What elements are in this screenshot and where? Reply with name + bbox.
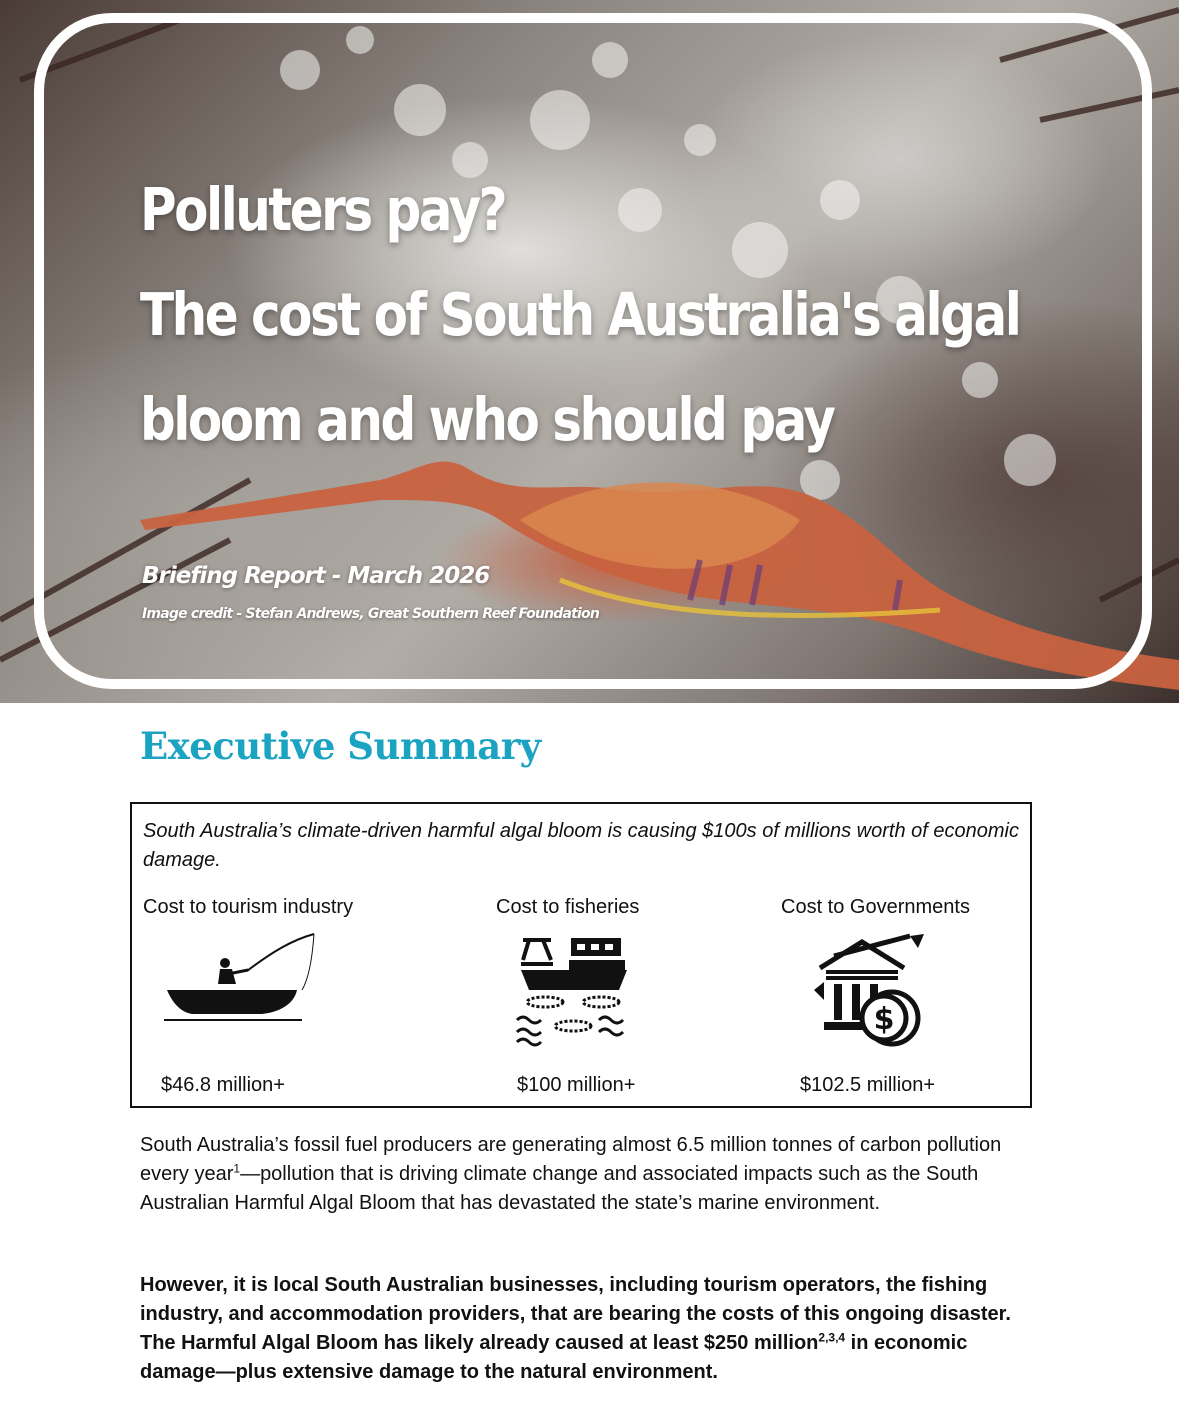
footnote-ref-1[interactable]: 1 xyxy=(233,1161,241,1176)
title-line-3: bloom and who should pay xyxy=(140,385,834,455)
cost-label-fisheries: Cost to fisheries xyxy=(496,896,640,918)
image-credit: Image credit - Stefan Andrews, Great Southern Reef Foundation xyxy=(142,606,600,622)
body-paragraph-2: However, it is local South Australian businesses, including tourism operators, the fishing industry, and accommodation providers, that are bearing the costs of this ongoing disaster. The Harmful Algal Bloom has likely already caused at least $250 million$^{2,3,4}$ in economic damage—plus extensive damage to the natural environment. xyxy=(140,1274,1011,1383)
cost-value-governments: $102.5 million+ xyxy=(800,1074,936,1096)
government-cost-icon xyxy=(810,930,930,1048)
fishing-boat-icon xyxy=(162,932,317,1027)
hero-banner xyxy=(0,0,1179,703)
cost-label-tourism: Cost to tourism industry xyxy=(143,896,354,918)
fishing-vessel-icon xyxy=(515,936,633,1048)
cost-summary-box xyxy=(130,802,1032,1108)
cost-value-fisheries: $100 million+ xyxy=(517,1074,636,1096)
cost-value-tourism: $46.8 million+ xyxy=(161,1074,285,1096)
summary-intro: South Australia’s climate-driven harmful algal bloom is causing $100s of millions worth of economic damage. xyxy=(143,820,1019,871)
svg-text:$: $ xyxy=(873,1002,895,1037)
report-subtitle: Briefing Report - March 2026 xyxy=(142,563,490,589)
title-line-1: Polluters pay? xyxy=(140,175,506,245)
cost-label-governments: Cost to Governments xyxy=(781,896,970,918)
executive-summary-heading: Executive Summary xyxy=(140,724,541,768)
title-line-2: The cost of South Australia's algal xyxy=(140,280,1020,350)
body-paragraph-1: South Australia’s fossil fuel producers are generating almost 6.5 million tonnes of carbon pollution every year$^1$—pollution that is driving climate change and associated impacts such as the South Australian Harmful Algal Bloom that has devastated the state’s marine environment. xyxy=(140,1134,1002,1214)
report-title xyxy=(140,158,1100,473)
footnote-ref-2-3-4[interactable]: 2,3,4 xyxy=(818,1330,846,1345)
